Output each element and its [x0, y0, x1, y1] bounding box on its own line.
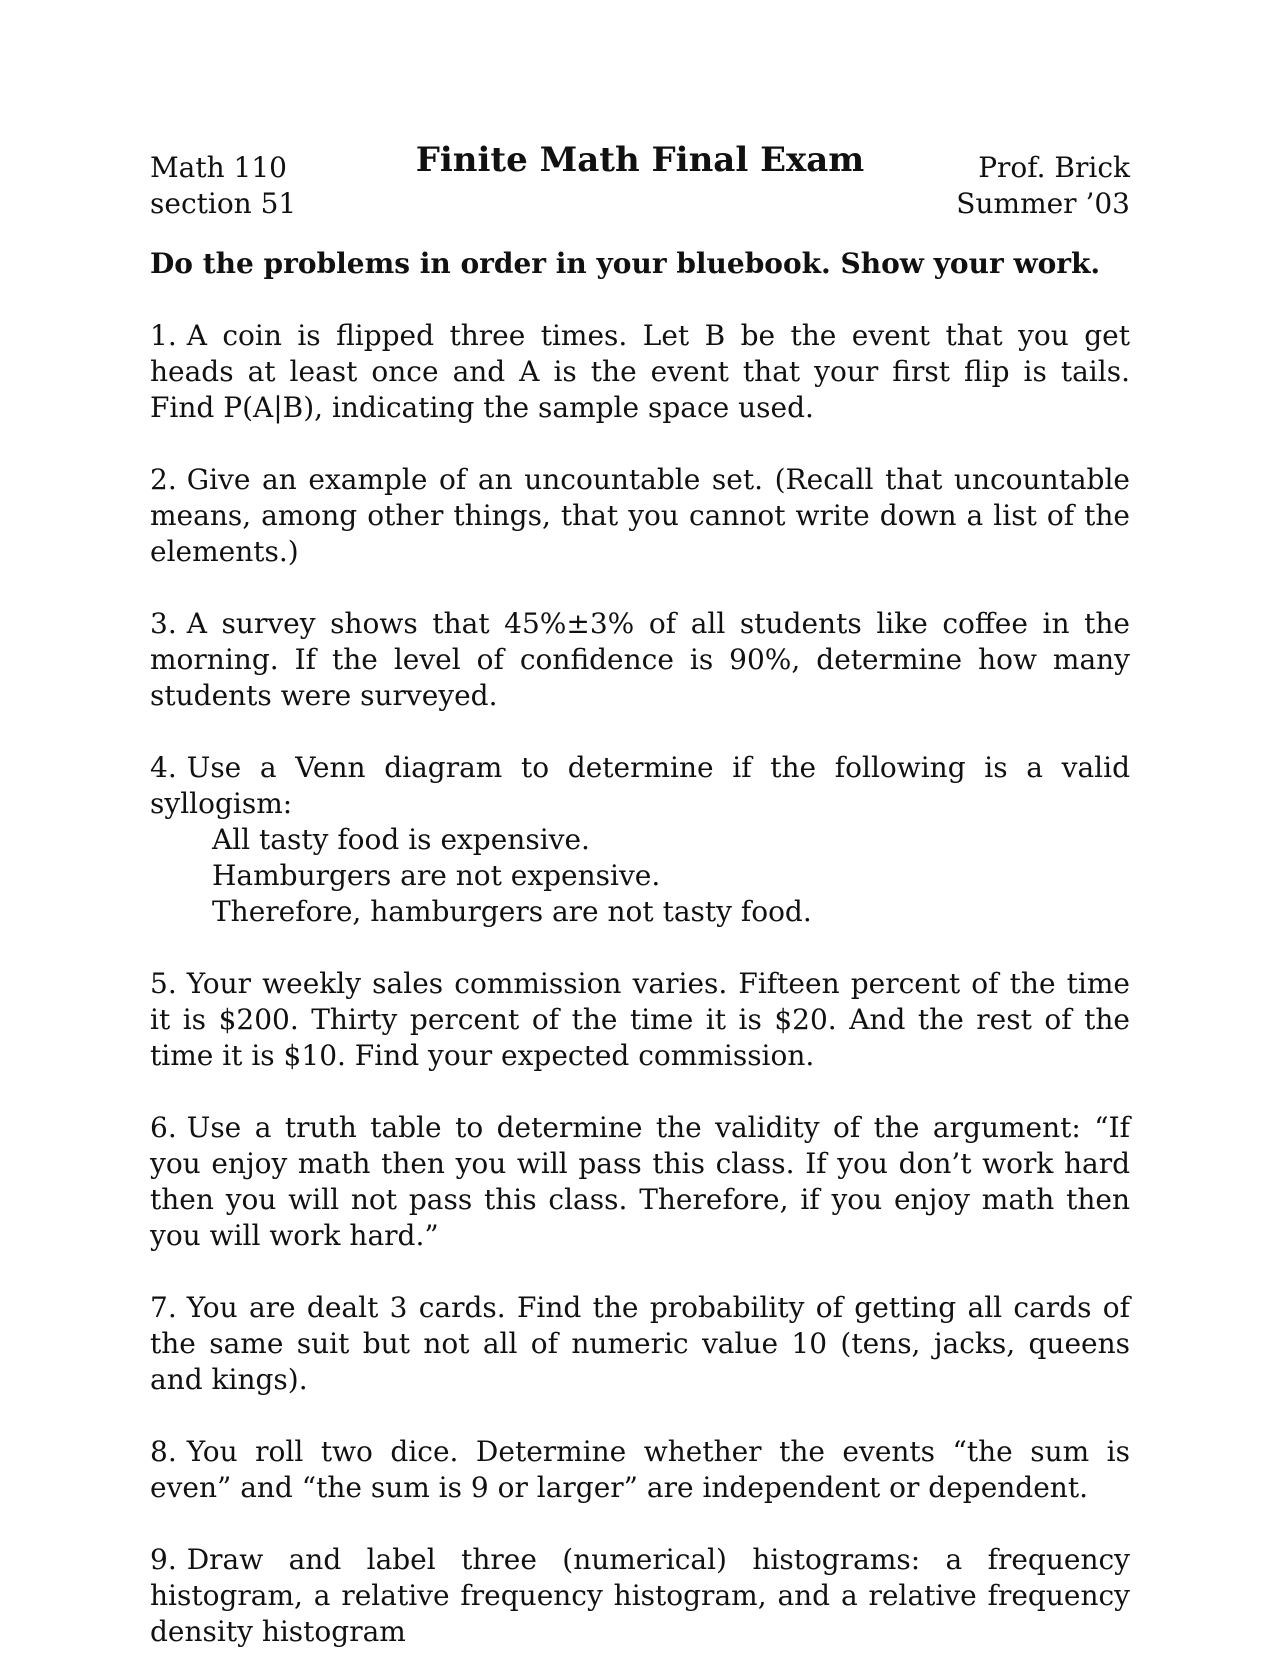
problem-text	[150, 1110, 1130, 1254]
instructor-info	[956, 150, 1130, 222]
problem-text	[150, 606, 1130, 714]
problem-number: 1.	[150, 319, 177, 352]
problem-9	[150, 1542, 1130, 1650]
problem-body: Use a truth table to determine the validity of the argument: “If you enjoy math then you will pass this class. If you don’t work hard then you will not pass this class. Therefore, if you enjoy math then you will work hard.”	[150, 1111, 1130, 1252]
problem-text	[150, 1434, 1130, 1506]
problem-5	[150, 966, 1130, 1074]
exam-header	[150, 140, 1130, 220]
problem-text	[150, 318, 1130, 426]
problem-number: 5.	[150, 967, 177, 1000]
problem-text	[150, 1290, 1130, 1398]
problem-body: Use a Venn diagram to determine if the following is a valid syllogism:	[150, 751, 1130, 820]
syllogism-premise-1: All tasty food is expensive.	[212, 823, 590, 856]
problem-body: Your weekly sales commission varies. Fifteen percent of the time it is $200. Thirty percent of the time it is $20. And the rest of the time it is $10. Find your expected commission.	[150, 967, 1130, 1072]
problem-body: A survey shows that 45%±3% of all students like coffee in the morning. If the level of confidence is 90%, determine how many students were surveyed.	[150, 607, 1130, 712]
exam-title: Finite Math Final Exam	[415, 140, 865, 180]
problem-8	[150, 1434, 1130, 1506]
problem-6	[150, 1110, 1130, 1254]
exam-term: Summer ’03	[956, 187, 1130, 220]
problem-text	[150, 462, 1130, 570]
problem-number: 4.	[150, 751, 177, 784]
problem-4	[150, 750, 1130, 930]
syllogism-conclusion: Therefore, hamburgers are not tasty food.	[212, 895, 812, 928]
problem-body: Give an example of an uncountable set. (Recall that uncountable means, among other things, that you cannot write down a list of the elements.)	[150, 463, 1130, 568]
problem-number: 3.	[150, 607, 177, 640]
problem-text	[150, 750, 1130, 822]
problem-text	[150, 1542, 1130, 1650]
syllogism-premise-2: Hamburgers are not expensive.	[212, 859, 661, 892]
course-number: Math 110	[150, 151, 287, 184]
problem-number: 8.	[150, 1435, 177, 1468]
problem-3	[150, 606, 1130, 714]
course-section: section 51	[150, 187, 297, 220]
problem-text	[150, 966, 1130, 1074]
problem-number: 2.	[150, 463, 177, 496]
problem-2	[150, 462, 1130, 570]
problem-7	[150, 1290, 1130, 1398]
exam-instructions: Do the problems in order in your bluebook. Show your work.	[150, 247, 1101, 280]
problem-body: You roll two dice. Determine whether the events “the sum is even” and “the sum is 9 or larger” are independent or dependent.	[150, 1435, 1130, 1504]
problem-body: You are dealt 3 cards. Find the probability of getting all cards of the same suit but not all of numeric value 10 (tens, jacks, queens and kings).	[150, 1291, 1130, 1396]
problem-number: 6.	[150, 1111, 177, 1144]
instructor-name: Prof. Brick	[978, 151, 1130, 184]
problem-body: A coin is flipped three times. Let B be the event that you get heads at least once and A is the event that your first flip is tails. Find P(A|B), indicating the sample space used.	[150, 319, 1130, 424]
problem-body: Draw and label three (numerical) histograms: a frequency histogram, a relative frequency histogram, and a relative frequency density histogram	[150, 1543, 1130, 1648]
problem-1	[150, 318, 1130, 426]
exam-page	[150, 140, 1130, 1650]
problem-number: 7.	[150, 1291, 177, 1324]
problem-number: 9.	[150, 1543, 177, 1576]
